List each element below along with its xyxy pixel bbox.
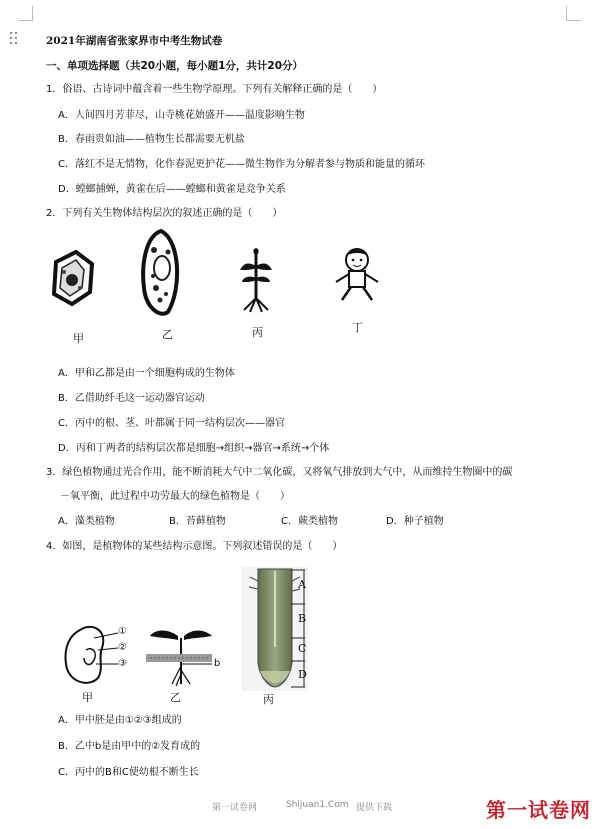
q3-option-d: D．种子植物 [386,516,444,527]
q1-stem: 1．俗语、古诗词中蕴含着一些生物学原理。下列有关解释正确的是（ ） [46,84,383,95]
q2-option-d: D．丙和丁两者的结构层次都是细胞→组织→器官→系统→个体 [58,443,330,454]
q3-option-b: B．苔藓植物 [169,516,226,527]
q4-seed-mark-3: ③ [118,658,127,669]
q4-figure-seedling [144,626,221,688]
crop-mark-top-right [566,6,581,21]
q4-stem: 4．如图，是植物体的某些结构示意图。下列叙述错误的是（ ） [46,541,343,552]
footer-right: 提供下载 [356,803,393,813]
footer-mid[interactable]: Shijuan1.Com [286,800,349,810]
q1-option-c: C．落红不是无情物，化作春泥更护花——微生物作为分解者参与物质和能量的循环 [58,159,425,170]
q2-figure-plant [236,248,276,314]
q4-option-a: A．甲中胚是由①②③组成的 [58,715,182,726]
q4-label-jia: 甲 [82,691,93,704]
brand-watermark: 第一试卷网 [486,798,591,822]
q3-stem-line2: －氧平衡，此过程中功劳最大的绿色植物是（ ） [60,491,290,502]
q4-root-zone-a: A [298,578,306,591]
q4-label-yi: 乙 [170,691,181,704]
q2-figure-paramecium [138,228,184,318]
q2-stem: 2．下列有关生物体结构层次的叙述正确的是（ ） [46,208,283,219]
q4-seed-mark-1: ① [118,626,127,637]
section-heading: 一、单项选择题（共20小题，每小题1分，共计20分） [46,60,304,72]
q3-stem-line1: 3．绿色植物通过光合作用，能不断消耗大气中二氧化碳，又将氧气排放到大气中，从而维持生物圈中的碳 [46,467,513,478]
q4-root-zone-d: D [298,668,307,681]
page-title: 2021年湖南省张家界市中考生物试卷 [46,35,223,47]
footer-left: 第一试卷网 [212,803,258,813]
q2-label-bing: 丙 [252,326,263,339]
crop-mark-top-left [18,6,33,21]
q2-option-b: B．乙借助纤毛这一运动器官运动 [58,393,205,404]
q2-figure-plant-cell [48,248,98,308]
q3-option-c: C．蕨类植物 [281,516,338,527]
q4-option-c: C．丙中的B和C使幼根不断生长 [58,767,199,778]
q2-label-jia: 甲 [73,332,84,345]
q1-option-d: D．螳螂捕蝉，黄雀在后——螳螂和黄雀是竞争关系 [58,184,286,195]
q2-option-c: C．丙中的根、茎、叶都属于同一结构层次——器官 [58,418,285,429]
q2-label-ding: 丁 [352,321,363,334]
q4-root-zone-c: C [298,642,307,655]
q1-option-b: B．春雨贵如油——植物生长都需要无机盐 [58,134,245,145]
q4-seed-mark-2: ② [118,642,127,653]
drag-handle-icon[interactable] [10,32,20,46]
q2-label-yi: 乙 [162,328,173,341]
q3-option-a: A．藻类植物 [58,516,115,527]
q4-root-zone-b: B [298,612,307,625]
q2-figure-child [332,246,382,304]
q2-option-a: A．甲和乙都是由一个细胞构成的生物体 [58,368,235,379]
q1-option-a: A．人间四月芳菲尽，山寺桃花始盛开——温度影响生物 [58,110,305,121]
q4-label-bing: 丙 [263,693,274,706]
q4-stem-mark: b [214,658,221,669]
q4-option-b: B．乙中b是由甲中的②发育成的 [58,741,201,752]
